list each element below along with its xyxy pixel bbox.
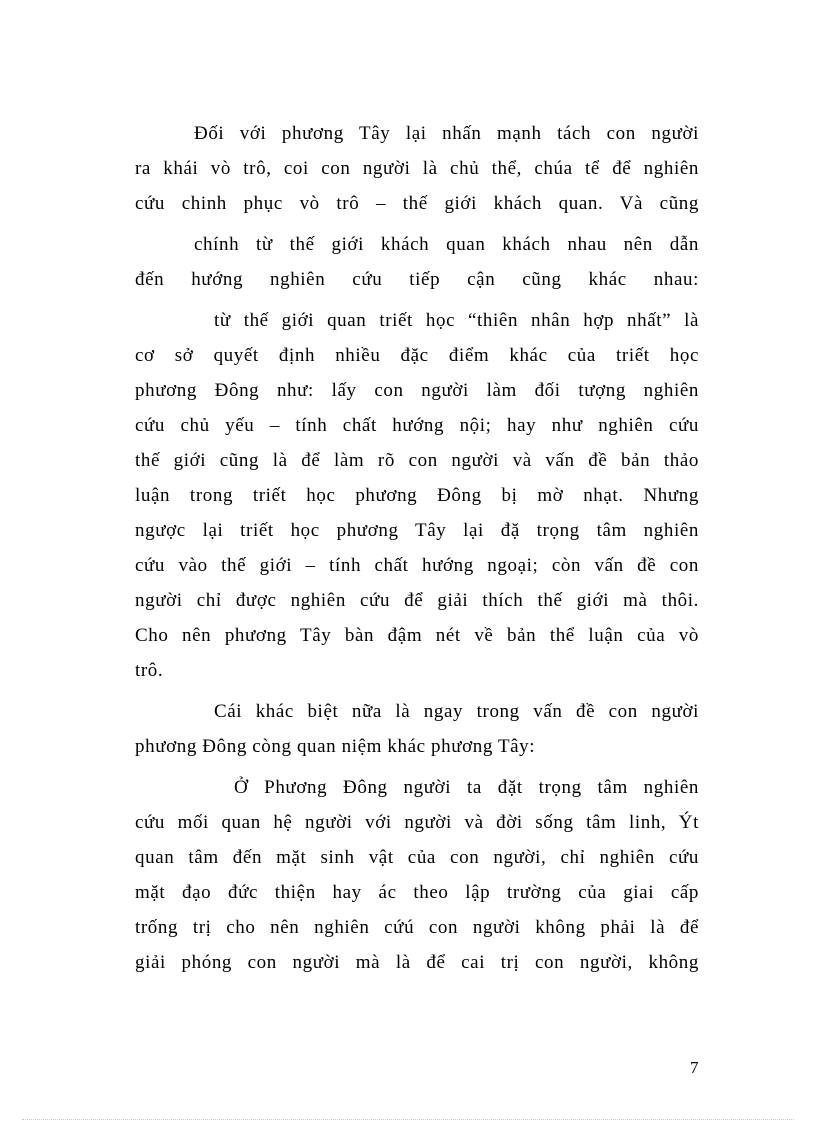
text-line: chính từ thế giới khách quan khách nhau nên dẫn: [194, 234, 699, 255]
text-line: ngược lại triết học phương Tây lại đặ trọng tâm nghiên: [135, 520, 699, 541]
page-number: 7: [690, 1058, 699, 1077]
text-line: Ở Phương Đông người ta đặt trọng tâm nghiên: [234, 777, 699, 798]
text-line: phương Đông như: lấy con người làm đối tượng nghiên: [135, 380, 699, 401]
footer-divider: [22, 1119, 794, 1120]
text-line: Cho nên phương Tây bàn đậm nét về bản thể luận của vò: [135, 625, 699, 646]
text-line: cứu chủ yếu – tính chất hướng nội; hay như nghiên cứu: [135, 415, 699, 436]
text-line: phương Đông còng quan niệm khác phương Tây:: [135, 736, 536, 757]
text-line: từ thế giới quan triết học “thiên nhân hợp nhất” là: [214, 310, 699, 331]
text-line: mặt đạo đức thiện hay ác theo lập trường của giai cấp: [135, 882, 699, 903]
text-line: quan tâm đến mặt sinh vật của con người, chỉ nghiên cứu: [135, 847, 699, 868]
text-line: người chỉ được nghiên cứu để giải thích thế giới mà thôi.: [135, 590, 699, 611]
text-line: luận trong triết học phương Đông bị mờ nhạt. Nhưng: [135, 485, 699, 506]
text-line: cơ sở quyết định nhiều đặc điểm khác của triết học: [135, 345, 699, 366]
text-line: ra khái vò trô, coi con người là chủ thể, chúa tể để nghiên: [135, 158, 699, 179]
text-line: Cái khác biệt nữa là ngay trong vấn đề con người: [214, 701, 699, 722]
text-line: trô.: [135, 660, 164, 681]
text-line: thế giới cũng là để làm rõ con người và vấn đề bản thảo: [135, 450, 699, 471]
text-line: cứu vào thế giới – tính chất hướng ngoại; còn vấn đề con: [135, 555, 699, 576]
text-line: Đối với phương Tây lại nhấn mạnh tách con người: [194, 123, 699, 144]
text-line: cứu mối quan hệ người với người và đời sống tâm linh, Ýt: [135, 812, 699, 833]
text-line: giải phóng con người mà là để cai trị con người, không: [135, 952, 699, 973]
text-line: đến hướng nghiên cứu tiếp cận cũng khác nhau:: [135, 269, 699, 290]
text-line: cứu chinh phục vò trô – thế giới khách quan. Và cũng: [135, 193, 699, 214]
text-line: trống trị cho nên nghiên cứú con người không phải là để: [135, 917, 699, 938]
